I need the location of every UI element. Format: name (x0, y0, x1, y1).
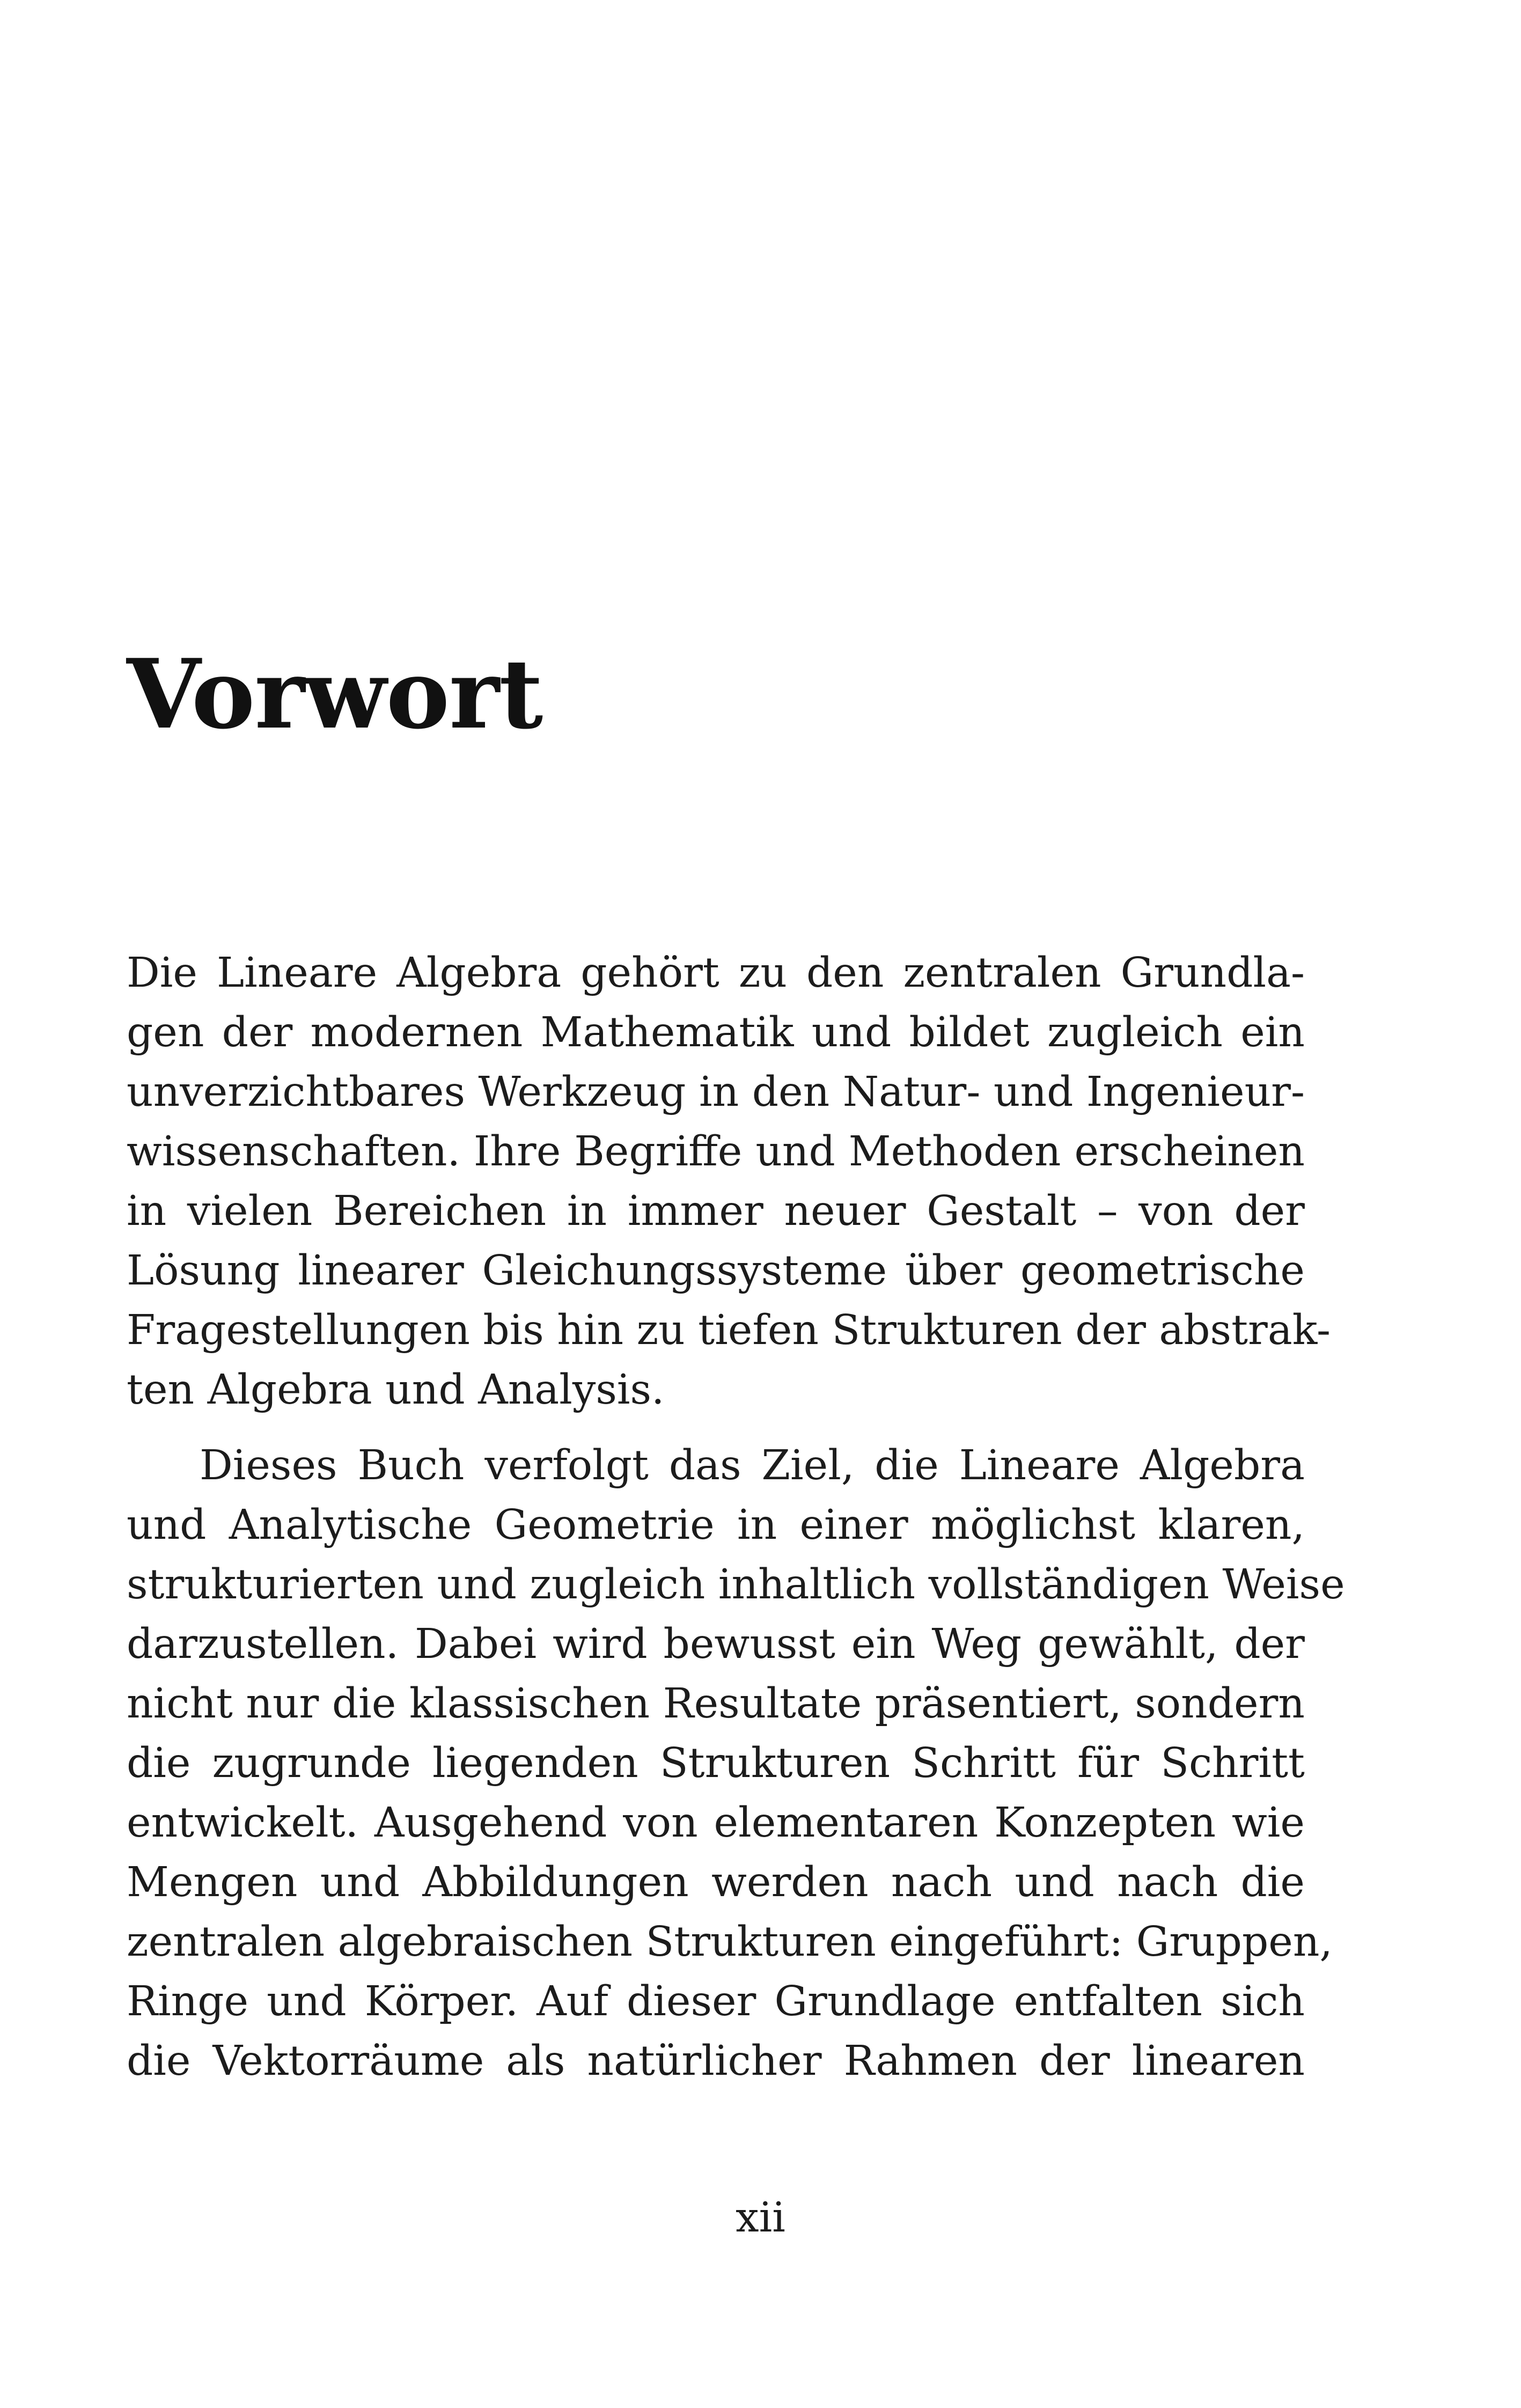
text-line: strukturierten und zugleich inhaltlich vollständigen Weise (127, 1561, 1345, 1609)
text-line: nicht nur die klassischen Resultate präsentiert, sondern (127, 1680, 1305, 1728)
chapter-title: Vorwort (127, 638, 543, 750)
text-line: Die Lineare Algebra gehört zu den zentralen Grundla- (127, 949, 1305, 997)
text-line: gen der modernen Mathematik und bildet zugleich ein (127, 1009, 1305, 1056)
text-line: wissenschaften. Ihre Begriffe und Methoden erscheinen (127, 1128, 1305, 1176)
text-line: unverzichtbares Werkzeug in den Natur- und Ingenieur- (127, 1068, 1305, 1116)
text-line: Mengen und Abbildungen werden nach und nach die (127, 1859, 1305, 1906)
text-line: zentralen algebraischen Strukturen eingeführt: Gruppen, (127, 1918, 1333, 1966)
text-line: darzustellen. Dabei wird bewusst ein Weg gewählt, der (127, 1620, 1305, 1668)
text-line: und Analytische Geometrie in einer möglichst klaren, (127, 1501, 1305, 1549)
body-text (127, 943, 1345, 2091)
paragraph-1 (127, 943, 1331, 1420)
paragraph-2 (127, 1436, 1345, 2091)
text-line: die Vektorräume als natürlicher Rahmen der linearen (127, 2037, 1305, 2085)
page-number: xii (736, 2194, 785, 2242)
text-line: Lösung linearer Gleichungssysteme über geometrische (127, 1247, 1305, 1295)
text-line: ten Algebra und Analysis. (127, 1366, 665, 1414)
text-line: entwickelt. Ausgehend von elementaren Konzepten wie (127, 1799, 1305, 1847)
text-line: Ringe und Körper. Auf dieser Grundlage entfalten sich (127, 1978, 1305, 2025)
text-line: Dieses Buch verfolgt das Ziel, die Lineare Algebra (200, 1442, 1305, 1489)
text-line: in vielen Bereichen in immer neuer Gestalt – von der (127, 1187, 1305, 1235)
text-line: die zugrunde liegenden Strukturen Schritt für Schritt (127, 1739, 1305, 1787)
text-line: Fragestellungen bis hin zu tiefen Strukturen der abstrak- (127, 1306, 1331, 1354)
